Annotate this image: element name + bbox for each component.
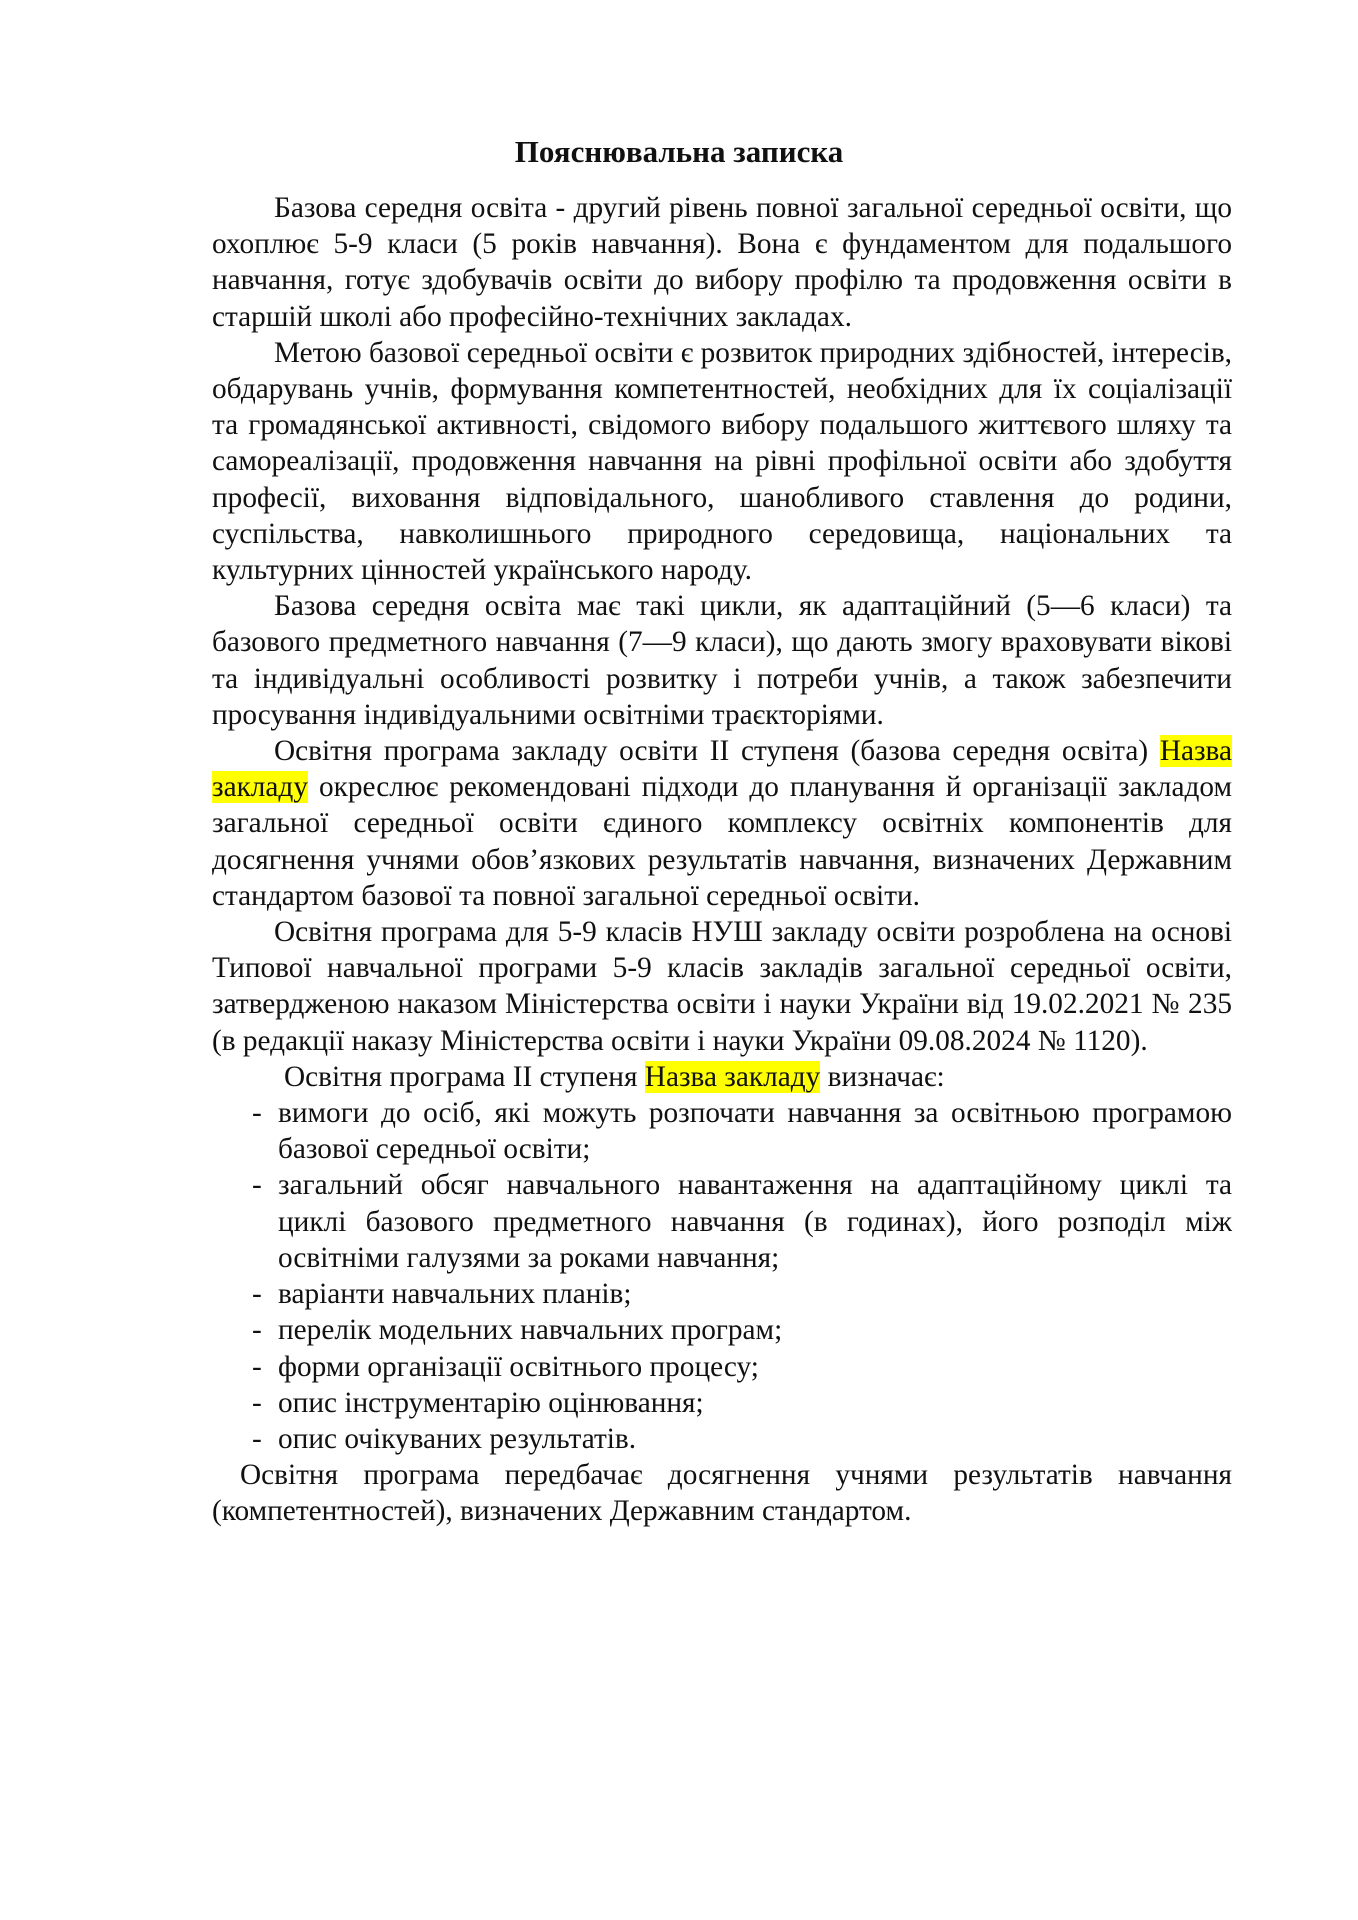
list-item-text: загальний обсяг навчального навантаження на адаптаційному циклі та циклі базового предметного навчання (в годинах), його розподіл між освітніми галузями за роками навчання; <box>278 1169 1232 1274</box>
paragraph-3: Базова середня освіта має такі цикли, як адаптаційний (5—6 класи) та базового предметного навчання (7—9 класи), що дають змогу враховувати вікові та індивідуальні особливості розвитку і потреби учнів, а також забезпечити просування індивідуальними освітніми траєкторіями. <box>212 590 1232 731</box>
document-body <box>212 190 1232 1530</box>
institution-name-highlight: Назва закладу <box>644 1060 821 1093</box>
page-title: Пояснювальна записка <box>514 134 844 169</box>
paragraph-7: Освітня програма передбачає досягнення учнями результатів навчання (компетентностей), визначених Державним стандартом. <box>212 1459 1232 1528</box>
list-dash: - <box>252 1169 262 1202</box>
list-item-text: опис інструментарію оцінювання; <box>278 1386 704 1419</box>
paragraph-6 <box>212 1059 1232 1095</box>
program-contents-list <box>212 1095 1232 1457</box>
paragraph-1: Базова середня освіта - другий рівень повної загальної середньої освіти, що охоплює 5-9 класи (5 років навчання). Вона є фундаментом для подальшого навчання, готує здобувачів освіти до вибору профілю та продовження освіти в старшій школі або професійно-технічних закладах. <box>212 192 1232 333</box>
list-dash: - <box>252 1097 262 1130</box>
paragraph-4-start: Освітня програма закладу освіти ІІ ступеня (базова середня освіта) <box>274 735 1149 768</box>
paragraph-6-start: Освітня програма ІІ ступеня <box>284 1060 638 1093</box>
list-item <box>212 1095 1232 1167</box>
list-dash: - <box>252 1350 262 1383</box>
list-item-text: вимоги до осіб, які можуть розпочати навчання за освітньою програмою базової середньої освіти; <box>278 1097 1232 1166</box>
paragraph-2: Метою базової середньої освіти є розвиток природних здібностей, інтересів, обдарувань учнів, формування компетентностей, необхідних для їх соціалізації та громадянської активності, свідомого вибору подальшого життєвого шляху та самореалізації, продовження навчання на рівні профільної освіти або здобуття професії, виховання відповідального, шанобливого ставлення до родини, суспільства, навколишнього природного середовища, національних та культурних цінностей українського народу. <box>212 336 1232 587</box>
institution-name-highlight: Назва закладу <box>212 735 1232 804</box>
list-item-text: перелік модельних навчальних програм; <box>278 1314 783 1347</box>
list-dash: - <box>252 1314 262 1347</box>
list-dash: - <box>252 1278 262 1311</box>
paragraph-4-end: окреслює рекомендовані підходи до планування й організації закладом загальної середньої освіти єдиного комплексу освітніх компонентів для досягнення учнями обов’язкових результатів навчання, визначених Державним стандартом базової та повної загальної середньої освіти. <box>212 771 1233 912</box>
list-item <box>212 1349 1232 1385</box>
list-item <box>212 1421 1232 1457</box>
paragraph-5: Освітня програма для 5-9 класів НУШ закладу освіти розроблена на основі Типової навчальної програми 5-9 класів закладів загальної середньої освіти, затвердженою наказом Міністерства освіти і науки України від 19.02.2021 № 235 (в редакції наказу Міністерства освіти і науки України 09.08.2024 № 1120). <box>212 916 1232 1057</box>
paragraph-4 <box>212 733 1232 914</box>
list-item-text: варіанти навчальних планів; <box>278 1278 632 1311</box>
list-item-text: форми організації освітнього процесу; <box>278 1350 759 1383</box>
list-item <box>212 1385 1232 1421</box>
list-item <box>212 1276 1232 1312</box>
paragraph-6-end: визначає: <box>827 1060 945 1093</box>
list-item-text: опис очікуваних результатів. <box>278 1422 637 1455</box>
list-dash: - <box>252 1386 262 1419</box>
list-item <box>212 1167 1232 1276</box>
list-item <box>212 1312 1232 1348</box>
list-dash: - <box>252 1422 262 1455</box>
